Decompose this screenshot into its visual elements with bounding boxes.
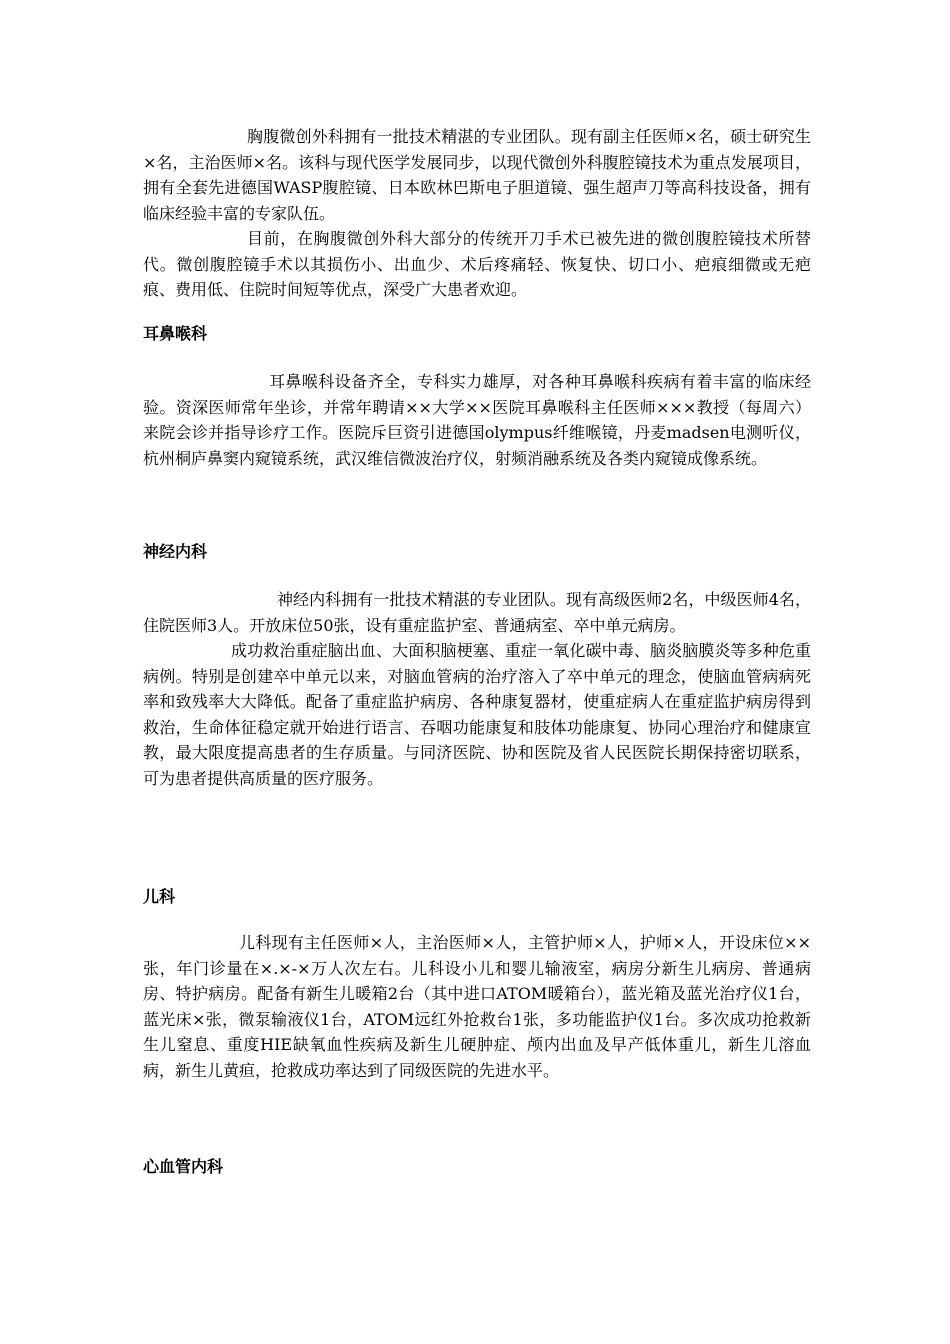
- paragraph: 儿科现有主任医师×人，主治医师×人，主管护师×人，护师×人，开设床位××张，年门诊量在×.×-×万人次左右。儿科设小儿和婴儿输液室，病房分新生儿病房、普通病房、特护病房。配备有新生儿暖箱2台（其中进口ATOM暖箱台），蓝光箱及蓝光治疗仪1台，蓝光床×张，微泵输液仪1台，ATOM远红外抢救台1张，多功能监护仪1台。多次成功抢救新生儿窒息、重度HIE缺氧血性疾病及新生儿硬肿症、颅内出血及早产低体重儿，新生儿溶血病，新生儿黄疸，抢救成功率达到了同级医院的先进水平。: [143, 933, 811, 1080]
- paragraph: 胸腹微创外科拥有一批技术精湛的专业团队。现有副主任医师×名，硕士研究生×名，主治医师×名。该科与现代医学发展同步，以现代微创外科腹腔镜技术为重点发展项目，拥有全套先进德国WASP腹腔镜、日本欧林巴斯电子胆道镜、强生超声刀等高科技设备，拥有临床经验丰富的专家队伍。: [143, 127, 811, 223]
- paragraph: 成功救治重症脑出血、大面积脑梗塞、重症一氧化碳中毒、脑炎脑膜炎等多种危重病例。特别是创建卒中单元以来，对脑血管病的治疗溶入了卒中单元的理念，使脑血管病病死率和致残率大大降低。配备了重症监护病房、各种康复器材，使重症病人在重症监护病房得到救治，生命体征稳定就开始进行语言、吞咽功能康复和肢体功能康复、协同心理治疗和健康宣教，最大限度提高患者的生存质量。与同济医院、协和医院及省人民医院长期保持密切联系，可为患者提供高质量的医疗服务。: [143, 641, 811, 788]
- neurology-section: [143, 587, 811, 791]
- minimally-invasive-section: [143, 124, 811, 303]
- section-heading-cardiology: 心血管内科: [143, 1157, 224, 1176]
- paragraph: 目前，在胸腹微创外科大部分的传统开刀手术已被先进的微创腹腔镜技术所替代。微创腹腔镜手术以其损伤小、出血少、术后疼痛轻、恢复快、切口小、疤痕细微或无疤痕、费用低、住院时间短等优点，深受广大患者欢迎。: [143, 229, 811, 299]
- ent-section: [143, 369, 811, 471]
- section-heading-pediatrics: 儿科: [143, 887, 176, 906]
- section-heading-neurology: 神经内科: [143, 542, 208, 561]
- paragraph: 神经内科拥有一批技术精湛的专业团队。现有高级医师2名，中级医师4名，住院医师3人。开放床位50张，设有重症监护室、普通病室、卒中单元病房。: [143, 590, 811, 635]
- section-heading-ent: 耳鼻喉科: [143, 324, 208, 343]
- pediatrics-section: [143, 930, 811, 1083]
- paragraph: 耳鼻喉科设备齐全，专科实力雄厚，对各种耳鼻喉科疾病有着丰富的临床经验。资深医师常年坐诊，并常年聘请××大学××医院耳鼻喉科主任医师×××教授（每周六）来院会诊并指导诊疗工作。医院斥巨资引进德国olympus纤维喉镜，丹麦madsen电测听仪，杭州桐庐鼻窦内窥镜系统，武汉维信微波治疗仪，射频消融系统及各类内窥镜成像系统。: [143, 372, 811, 468]
